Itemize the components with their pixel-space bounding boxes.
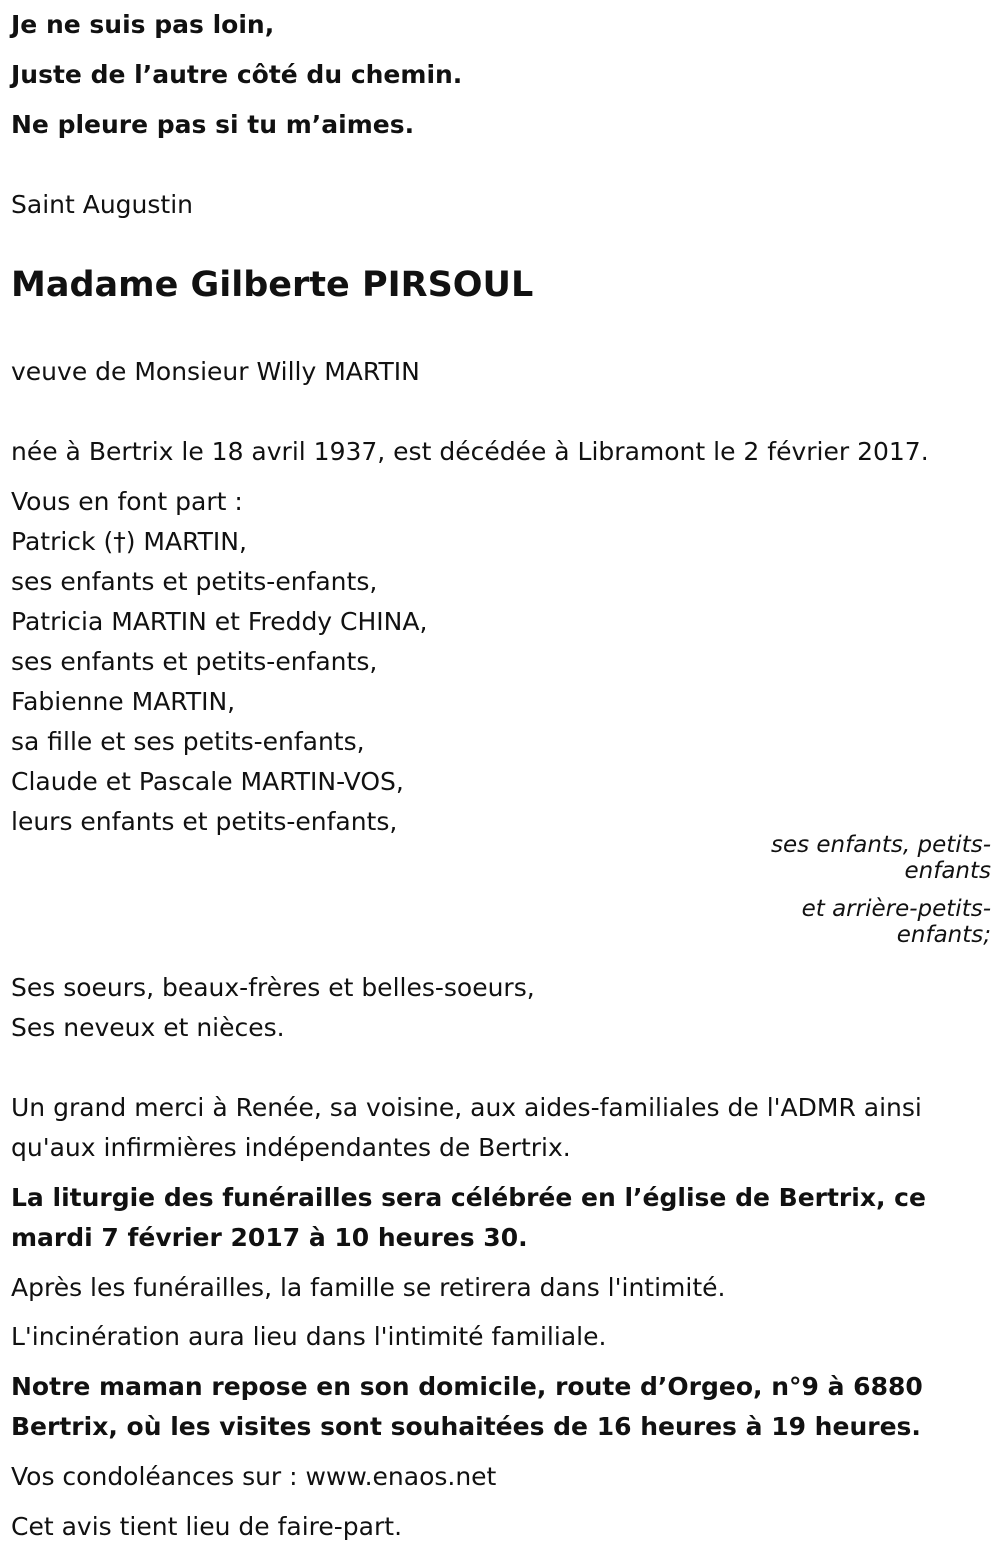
notice-line: Cet avis tient lieu de faire-part. (11, 1512, 403, 1541)
birth-death-statement: née à Bertrix le 18 avril 1937, est décédée à Libramont le 2 février 2017. (11, 437, 929, 466)
after-funeral-line: Après les funérailles, la famille se retirera dans l'intimité. (11, 1273, 726, 1302)
condolences-line: Vos condoléances sur : www.enaos.net (11, 1462, 497, 1491)
family-line: leurs enfants et petits-enfants, (11, 807, 398, 836)
funeral-line-1: La liturgie des funérailles sera célébrée en l’église de Bertrix, ce (11, 1183, 926, 1212)
grandchildren-line-1: ses enfants, petits-enfants (770, 832, 991, 884)
quote-line-2: Juste de l’autre côté du chemin. (11, 60, 463, 89)
family-intro: Vous en font part : (11, 487, 243, 516)
quote-line-1: Je ne suis pas loin, (11, 10, 275, 39)
family-line: Patrick (†) MARTIN, (11, 527, 247, 556)
cremation-line: L'incinération aura lieu dans l'intimité familiale. (11, 1322, 607, 1351)
deceased-name: Madame Gilberte PIRSOUL (11, 265, 534, 305)
funeral-line-2: mardi 7 février 2017 à 10 heures 30. (11, 1223, 528, 1252)
widow-of: veuve de Monsieur Willy MARTIN (11, 357, 420, 386)
family-line: Patricia MARTIN et Freddy CHINA, (11, 607, 428, 636)
visit-line-2: Bertrix, où les visites sont souhaitées de 16 heures à 19 heures. (11, 1412, 921, 1441)
family-line: ses enfants et petits-enfants, (11, 647, 378, 676)
quote-line-3: Ne pleure pas si tu m’aimes. (11, 110, 415, 139)
thanks-line-1: Un grand merci à Renée, sa voisine, aux aides-familiales de l'ADMR ainsi (11, 1093, 922, 1122)
nephews-line: Ses neveux et nièces. (11, 1013, 285, 1042)
family-line: Fabienne MARTIN, (11, 687, 236, 716)
family-line: Claude et Pascale MARTIN-VOS, (11, 767, 404, 796)
thanks-line-2: qu'aux infirmières indépendantes de Bertrix. (11, 1133, 571, 1162)
quote-author: Saint Augustin (11, 190, 194, 219)
family-line: ses enfants et petits-enfants, (11, 567, 378, 596)
family-line: sa fille et ses petits-enfants, (11, 727, 365, 756)
grandchildren-line-2: et arrière-petits-enfants; (801, 896, 991, 948)
visit-line-1: Notre maman repose en son domicile, route d’Orgeo, n°9 à 6880 (11, 1372, 923, 1401)
siblings-line: Ses soeurs, beaux-frères et belles-soeurs, (11, 973, 535, 1002)
